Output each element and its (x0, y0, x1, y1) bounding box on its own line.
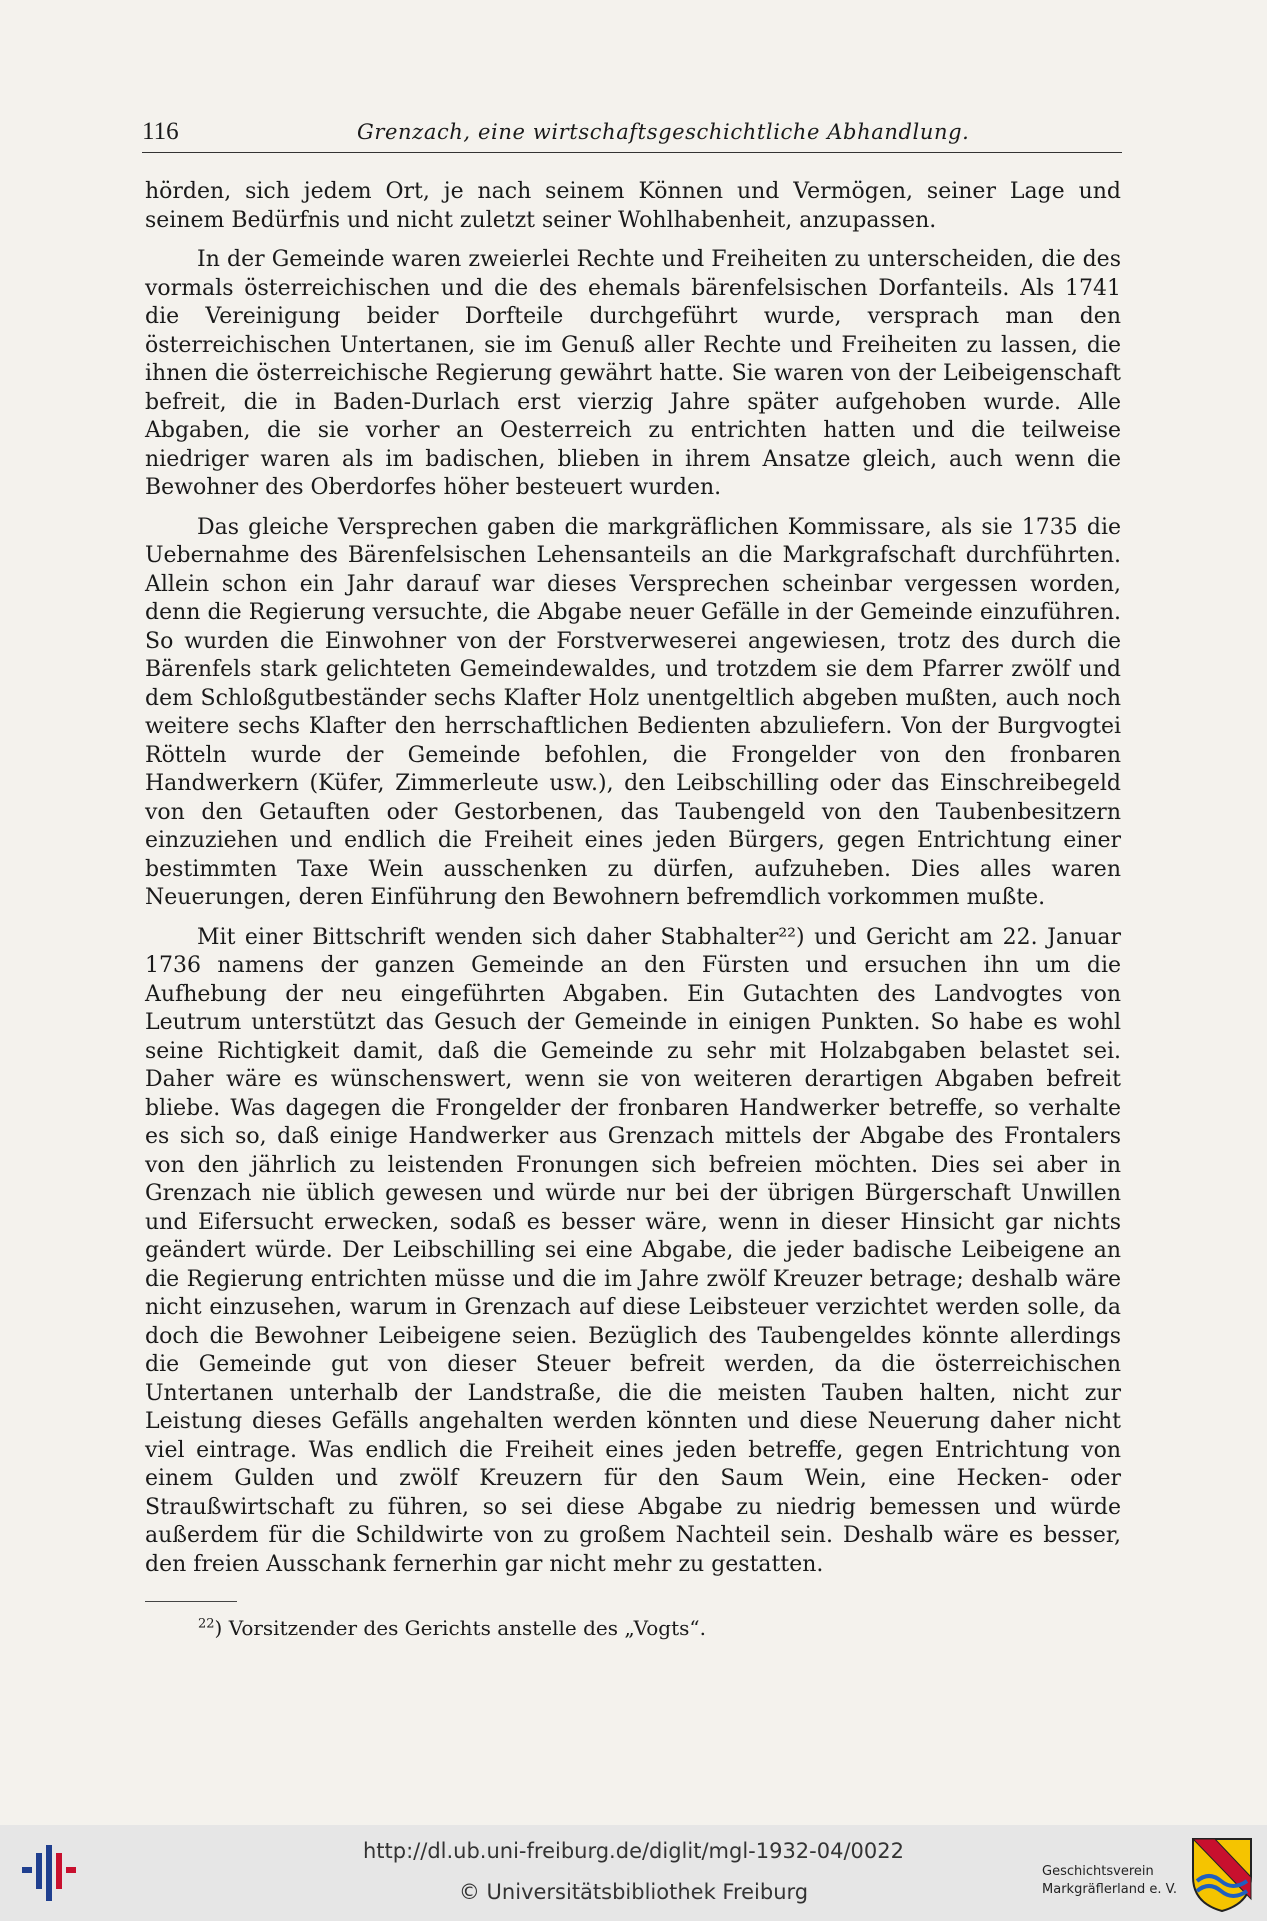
society-line-1: Geschichtsverein (1042, 1864, 1154, 1879)
society-line-2: Markgräflerland e. V. (1042, 1882, 1177, 1897)
society-name (1042, 1863, 1177, 1899)
footnote (198, 1616, 706, 1640)
footer-bar (0, 1825, 1267, 1921)
footnote-text: ) Vorsitzender des Gerichts anstelle des „Vogts“. (214, 1616, 706, 1640)
copyright-notice: © Universitätsbibliothek Freiburg (458, 1880, 809, 1904)
page-number: 116 (142, 118, 179, 145)
running-head: Grenzach, eine wirtschaftsgeschichtliche Abhandlung. (357, 120, 970, 144)
page-header (142, 118, 1122, 153)
footnote-marker: 22 (198, 1616, 215, 1632)
paragraph: hörden, sich jedem Ort, je nach seinem Können und Vermögen, seiner Lage und seinem Bedürfnis und nicht zuletzt seiner Wohlhabenheit, anzupassen. (145, 179, 1121, 233)
document-url-link[interactable]: http://dl.ub.uni-freiburg.de/diglit/mgl-1932-04/0022 (362, 1839, 904, 1863)
body-text (145, 178, 1121, 1590)
paragraph: Das gleiche Versprechen gaben die markgräflichen Kommissare, als sie 1735 die Uebernahme des Bärenfelsischen Lehensanteils an die Markgrafschaft durchführten. Allein schon ein Jahr darauf war dieses Versprechen scheinbar vergessen worden, denn die Regierung versuchte, die Abgabe neuer Gefälle in der Gemeinde einzuführen. So wurden die Einwohner von der Forstverweserei angewiesen, trotz des durch die Bärenfels stark gelichteten Gemeindewaldes, und trotzdem sie dem Pfarrer zwölf und dem Schloßgutbeständer sechs Klafter Holz unentgeltlich abgeben mußten, auch noch weitere sechs Klafter den herrschaftlichen Bedienten abzuliefern. Von der Burgvogtei Rötteln wurde der Gemeinde befohlen, die Frongelder von den fronbaren Handwerkern (Küfer, Zimmerleute usw.), den Leibschilling oder das Einschreibegeld von den Getauften oder Gestorbenen, das Taubengeld von den Taubenbesitzern einzuziehen und endlich die Freiheit eines jeden Bürgers, gegen Entrichtung einer bestimmten Taxe Wein ausschenken zu dürfen, aufzuheben. Dies alles waren Neuerungen, deren Einführung den Bewohnern befremdlich vorkommen mußte. (145, 514, 1121, 910)
footnote-divider (145, 1601, 237, 1602)
paragraph: In der Gemeinde waren zweierlei Rechte und Freiheiten zu unterscheiden, die des vormals österreichischen und die des ehemals bärenfelsischen Dorfanteils. Als 1741 die Vereinigung beider Dorfteile durchgeführt wurde, versprach man den österreichischen Untertanen, sie im Genuß aller Rechte und Freiheiten zu lassen, die ihnen die österreichische Regierung gewährt hatte. Sie waren von der Leibeigenschaft befreit, die in Baden-Durlach erst vierzig Jahre später aufgehoben wurde. Alle Abgaben, die sie vorher an Oesterreich zu entrichten hatten und die teilweise niedriger waren als im badischen, blieben in ihrem Ansatze gleich, auch wenn die Bewohner des Oberdorfes höher besteuert wurden. (145, 247, 1121, 500)
paragraph: Mit einer Bittschrift wenden sich daher Stabhalter²²) und Gericht am 22. Januar 1736 namens der ganzen Gemeinde an den Fürsten und ersuchen ihn um die Aufhebung der neu eingeführten Abgaben. Ein Gutachten des Landvogtes von Leutrum unterstützt das Gesuch der Gemeinde in einigen Punkten. So habe es wohl seine Richtigkeit damit, daß die Gemeinde zu sehr mit Holzabgaben belastet sei. Daher wäre es wünschenswert, wenn sie von weiteren derartigen Abgaben befreit bliebe. Was dagegen die Frongelder der fronbaren Handwerker betreffe, so verhalte es sich so, daß einige Handwerker aus Grenzach mittels der Abgabe des Frontalers von den jährlich zu leistenden Fronungen sich befreien möchten. Dies sei aber in Grenzach nie üblich gewesen und würde nur bei der übrigen Bürgerschaft Unwillen und Eifersucht erwecken, sodaß es besser wäre, wenn in dieser Hinsicht gar nichts geändert würde. Der Leibschilling sei eine Abgabe, die jeder badische Leibeigene an die Regierung entrichten müsse und die im Jahre zwölf Kreuzer betrage; deshalb wäre nicht einzusehen, warum in Grenzach auf diese Leibsteuer verzichtet werden solle, da doch die Bewohner Leibeigene seien. Bezüglich des Taubengeldes könnte allerdings die Gemeinde gut von dieser Steuer befreit werden, da die österreichischen Untertanen unterhalb der Landstraße, die die meisten Tauben halten, nicht zur Leistung dieses Gefälls angehalten werden könnten und diese Neuerung daher nicht viel eintrage. Was endlich die Freiheit eines jeden betreffe, gegen Entrichtung von einem Gulden und zwölf Kreuzern für den Saum Wein, eine Hecken- oder Straußwirtschaft zu führen, so sei diese Abgabe zu niedrig bemessen und würde außerdem für die Schildwirte von zu großem Nachteil sein. Deshalb wäre es besser, den freien Ausschank fernerhin gar nicht mehr zu gestatten. (145, 924, 1121, 1577)
society-crest-icon[interactable] (1191, 1837, 1253, 1913)
